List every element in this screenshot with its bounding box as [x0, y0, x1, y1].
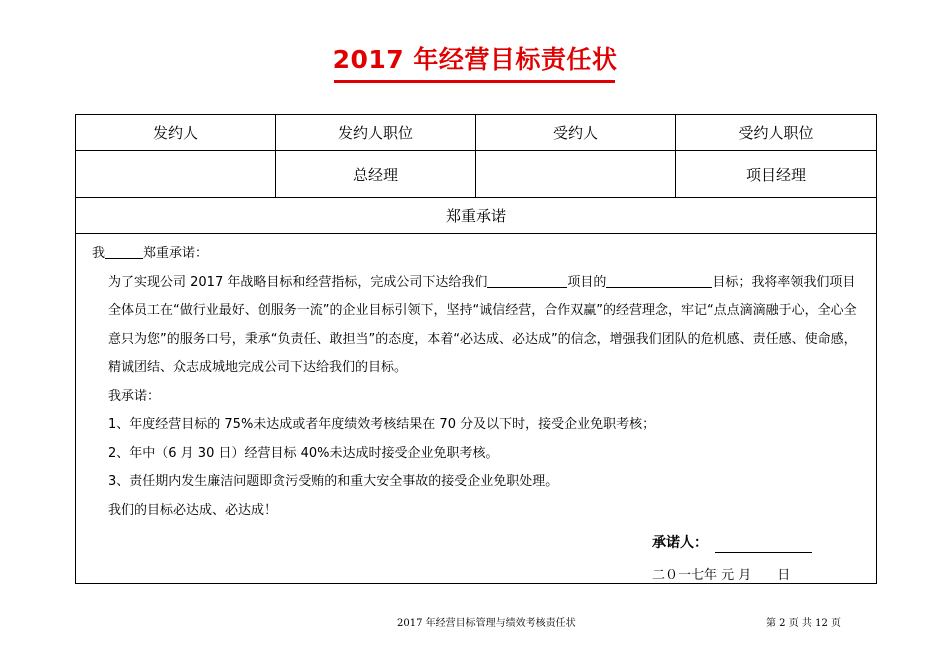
section-row: [76, 198, 877, 234]
date-text: 二０一七年 元 月 日: [652, 568, 791, 583]
pledge-row: [76, 234, 877, 584]
recipient-name-cell: [476, 151, 676, 198]
name-blank: [105, 242, 143, 259]
pledge-para-c: 目标；我将率领我们项目全体员工在“做行业最好、创服务一流”的企业目标引领下，坚持“诚信经营，合作双赢”的经营理念，牢记“点点滴滴融于心，全心全意只为您”的服务口号，秉承“负责任、敢担当”的态度，本着“必达成、必达成”的信念，增强我们团队的危机感、责任感、使命感，精诚团结、众志成城地完成公司下达给我们的目标。: [108, 274, 857, 375]
pledge-cell: [76, 234, 877, 584]
commit-heading: 我承诺：: [108, 388, 161, 404]
commit-item-1: 1、年度经营目标的 75%未达成或者年度绩效考核结果在 70 分及以下时，接受企业免职考核；: [108, 417, 656, 432]
goal-blank: [606, 271, 712, 288]
issuer-position-cell: 总经理: [276, 151, 476, 198]
closing-line: 我们的目标必达成、必达成！: [108, 502, 278, 518]
responsibility-table: [75, 114, 877, 584]
info-row: [76, 151, 877, 198]
recipient-position-cell: 项目经理: [676, 151, 877, 198]
pledge-opening-b: 郑重承诺：: [143, 246, 209, 261]
commit-item-2: 2、年中（6 月 30 日）经营目标 40%未达成时接受企业免职考核。: [108, 445, 499, 461]
pledge-text: [88, 240, 868, 525]
header-recipient: 受约人: [476, 115, 676, 151]
header-issuer: 发约人: [76, 115, 276, 151]
footer-page-info: 第 2 页 共 12 页: [766, 618, 841, 629]
header-recipient-position: 受约人职位: [676, 115, 877, 151]
pledge-opening: [88, 240, 868, 269]
pledge-paragraph: [88, 269, 868, 383]
project-blank: [487, 271, 567, 288]
title-underline: [334, 80, 615, 83]
pledge-para-b: 项目的: [567, 274, 607, 290]
section-title: 郑重承诺: [76, 198, 877, 234]
pledge-para-a: 为了实现公司 2017 年战略目标和经营指标，完成公司下达给我们: [108, 274, 488, 290]
signer-label: 承诺人：: [652, 535, 708, 551]
commit-item-3: 3、责任期内发生廉洁问题即贪污受贿的和重大安全事故的接受企业免职处理。: [108, 474, 559, 489]
page-title: 2017 年经营目标责任状: [332, 45, 618, 74]
header-issuer-position: 发约人职位: [276, 115, 476, 151]
footer-doc-title: 2017 年经营目标管理与绩效考核责任状: [397, 618, 576, 629]
signature-line: [715, 552, 812, 553]
header-row: [76, 115, 877, 151]
issuer-name-cell: [76, 151, 276, 198]
pledge-opening-a: 我: [92, 246, 106, 261]
